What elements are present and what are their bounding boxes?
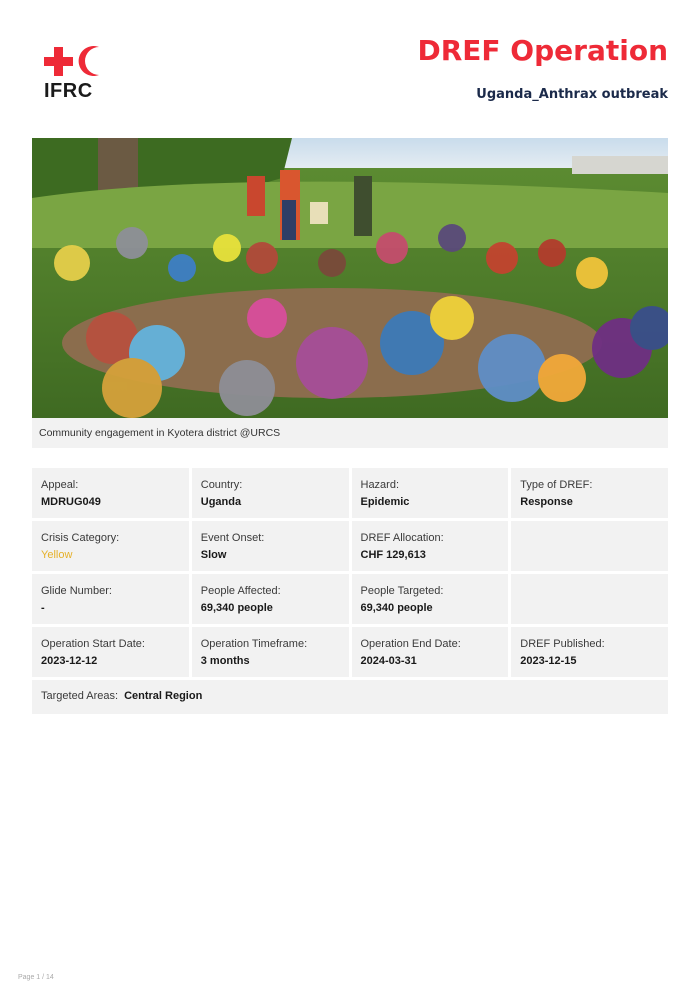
people-affected-label: People Affected: (200, 585, 281, 597)
ifrc-logo (44, 44, 106, 106)
timeframe-cell (192, 627, 349, 677)
event-onset-cell (192, 521, 349, 571)
crisis-category-value: Yellow (41, 549, 73, 561)
end-date-label: Operation End Date: (360, 638, 461, 650)
dref-allocation-label: DREF Allocation: (360, 532, 444, 544)
crisis-category-label: Crisis Category: (41, 532, 120, 544)
hazard-cell (352, 468, 509, 518)
dref-allocation-value: CHF 129,613 (360, 549, 426, 561)
event-onset-value: Slow (200, 549, 227, 561)
document-subtitle: Uganda_Anthrax outbreak (476, 87, 668, 102)
start-date-value: 2023-12-12 (41, 655, 98, 667)
end-date-value: 2024-03-31 (360, 655, 417, 667)
dref-type-label: Type of DREF: (520, 479, 593, 491)
people-targeted-label: People Targeted: (360, 585, 444, 597)
empty-cell (511, 574, 668, 624)
timeframe-label: Operation Timeframe: (200, 638, 308, 650)
country-cell (192, 468, 349, 518)
hazard-label: Hazard: (360, 479, 400, 491)
crisis-category-cell (32, 521, 189, 571)
dref-type-value: Response (520, 496, 573, 508)
document-title: DREF Operation (417, 34, 668, 67)
targeted-areas-value: Central Region (124, 690, 203, 702)
cover-photo (32, 138, 668, 418)
targeted-areas (32, 680, 668, 714)
info-row (32, 574, 668, 624)
glide-number-label: Glide Number: (41, 585, 112, 597)
targeted-areas-label: Targeted Areas: (41, 690, 119, 702)
end-date-cell (352, 627, 509, 677)
dref-type-cell (511, 468, 668, 518)
published-cell (511, 627, 668, 677)
appeal-label: Appeal: (41, 479, 79, 491)
published-label: DREF Published: (520, 638, 605, 650)
start-date-cell (32, 627, 189, 677)
country-label: Country: (200, 479, 243, 491)
red-crescent-icon (77, 45, 107, 77)
glide-number-cell (32, 574, 189, 624)
country-value: Uganda (200, 496, 242, 508)
logo-wordmark: IFRC (44, 80, 93, 102)
photo-caption: Community engagement in Kyotera district @URCS (32, 418, 668, 448)
page-number: Page 1 / 14 (18, 974, 54, 981)
info-row (32, 627, 668, 677)
info-row (32, 468, 668, 518)
appeal-value: MDRUG049 (41, 496, 101, 508)
people-targeted-cell (352, 574, 509, 624)
people-targeted-value: 69,340 people (360, 602, 433, 614)
published-value: 2023-12-15 (520, 655, 577, 667)
empty-cell (511, 521, 668, 571)
people-affected-value: 69,340 people (200, 602, 273, 614)
timeframe-value: 3 months (200, 655, 250, 667)
hazard-value: Epidemic (360, 496, 410, 508)
red-cross-icon (44, 47, 73, 76)
operation-info-grid (32, 468, 668, 714)
people-affected-cell (192, 574, 349, 624)
event-onset-label: Event Onset: (200, 532, 265, 544)
glide-number-value: - (41, 602, 45, 614)
info-row (32, 521, 668, 571)
appeal-cell (32, 468, 189, 518)
dref-allocation-cell (352, 521, 509, 571)
start-date-label: Operation Start Date: (41, 638, 145, 650)
